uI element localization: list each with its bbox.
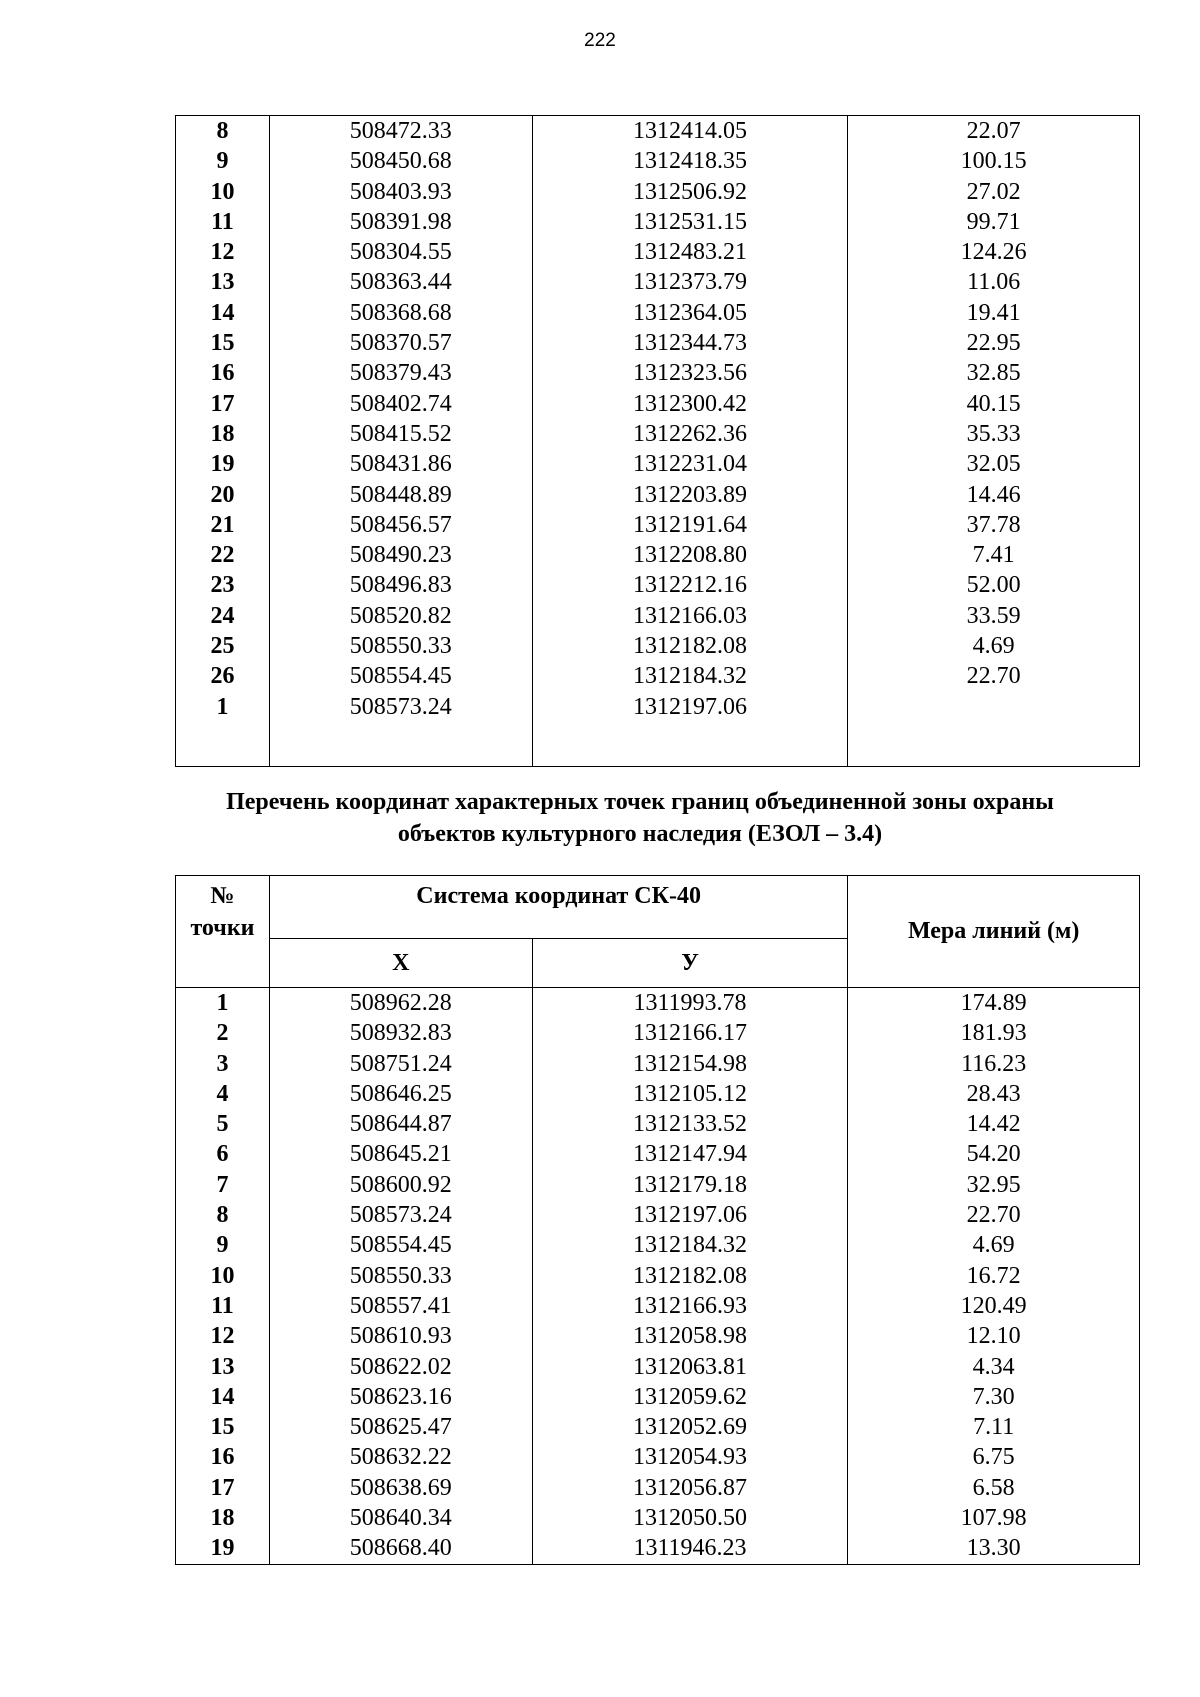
line-length-cell: 124.26 (848, 237, 1140, 267)
x-coordinate-cell: 508932.83 (269, 1018, 532, 1048)
y-coordinate-cell: 1312166.17 (532, 1018, 848, 1048)
x-coordinate-cell: 508638.69 (269, 1473, 532, 1503)
y-coordinate-cell: 1312197.06 (532, 692, 848, 722)
point-number-cell: 26 (176, 661, 270, 691)
x-coordinate-cell: 508668.40 (269, 1533, 532, 1564)
x-coordinate-cell: 508304.55 (269, 237, 532, 267)
line-length-cell: 16.72 (848, 1261, 1140, 1291)
table-row (176, 146, 1140, 176)
line-length-cell: 7.41 (848, 540, 1140, 570)
table-row (176, 1230, 1140, 1260)
table-row (176, 540, 1140, 570)
point-number-cell: 14 (176, 1382, 270, 1412)
line-length-cell: 11.06 (848, 267, 1140, 297)
line-length-cell: 54.20 (848, 1139, 1140, 1169)
header-line-length: Мера линий (м) (848, 876, 1140, 988)
table-row (176, 631, 1140, 661)
table-caption-line1: Перечень координат характерных точек границ объединенной зоны охраны (226, 789, 1054, 815)
page-number: 222 (584, 30, 616, 51)
y-coordinate-cell: 1312182.08 (532, 1261, 848, 1291)
line-length-cell: 6.58 (848, 1473, 1140, 1503)
point-number-cell: 2 (176, 1018, 270, 1048)
coordinates-table-continued (175, 115, 1140, 767)
point-number-cell: 17 (176, 1473, 270, 1503)
point-number-cell: 11 (176, 207, 270, 237)
line-length-cell: 22.95 (848, 328, 1140, 358)
line-length-cell: 52.00 (848, 570, 1140, 600)
y-coordinate-cell: 1312058.98 (532, 1321, 848, 1351)
line-length-cell: 120.49 (848, 1291, 1140, 1321)
x-coordinate-cell: 508554.45 (269, 1230, 532, 1260)
table-row (176, 510, 1140, 540)
header-point-number-line2: точки (190, 915, 255, 941)
table-row (176, 177, 1140, 207)
x-coordinate-cell: 508456.57 (269, 510, 532, 540)
y-coordinate-cell: 1312054.93 (532, 1442, 848, 1472)
y-coordinate-cell: 1312364.05 (532, 298, 848, 328)
line-length-cell: 4.69 (848, 1230, 1140, 1260)
line-length-cell: 32.85 (848, 358, 1140, 388)
point-number-cell: 10 (176, 1261, 270, 1291)
point-number-cell: 15 (176, 1412, 270, 1442)
x-coordinate-cell: 508640.34 (269, 1503, 532, 1533)
line-length-cell: 13.30 (848, 1533, 1140, 1564)
line-length-cell: 22.70 (848, 1200, 1140, 1230)
table-row (176, 1049, 1140, 1079)
table-row (176, 237, 1140, 267)
table-row (176, 1442, 1140, 1472)
y-coordinate-cell: 1312154.98 (532, 1049, 848, 1079)
table-row (176, 389, 1140, 419)
x-coordinate-cell: 508632.22 (269, 1442, 532, 1472)
y-coordinate-cell: 1312133.52 (532, 1109, 848, 1139)
x-coordinate-cell: 508415.52 (269, 419, 532, 449)
y-coordinate-cell: 1312166.03 (532, 601, 848, 631)
point-number-cell: 25 (176, 631, 270, 661)
point-number-cell: 15 (176, 328, 270, 358)
coordinates-table-ezol-body (176, 988, 1140, 1565)
point-number-cell: 9 (176, 1230, 270, 1260)
line-length-cell: 40.15 (848, 389, 1140, 419)
x-coordinate-cell: 508379.43 (269, 358, 532, 388)
table-row (176, 1291, 1140, 1321)
line-length-cell: 28.43 (848, 1079, 1140, 1109)
y-coordinate-cell: 1312414.05 (532, 116, 848, 147)
table-row (176, 298, 1140, 328)
x-coordinate-cell: 508403.93 (269, 177, 532, 207)
x-coordinate-cell: 508646.25 (269, 1079, 532, 1109)
header-point-number-line1: № (210, 883, 235, 909)
point-number-cell: 6 (176, 1139, 270, 1169)
table-row (176, 1079, 1140, 1109)
x-coordinate-cell: 508370.57 (269, 328, 532, 358)
table-row (176, 1261, 1140, 1291)
table-caption (140, 786, 1140, 850)
table-row (176, 1109, 1140, 1139)
point-number-cell: 12 (176, 1321, 270, 1351)
line-length-cell: 22.70 (848, 661, 1140, 691)
y-coordinate-cell: 1312344.73 (532, 328, 848, 358)
header-x: Х (269, 939, 532, 988)
table-row (176, 601, 1140, 631)
x-coordinate-cell: 508573.24 (269, 1200, 532, 1230)
y-coordinate-cell: 1312262.36 (532, 419, 848, 449)
line-length-cell: 4.69 (848, 631, 1140, 661)
x-coordinate-cell: 508520.82 (269, 601, 532, 631)
line-length-cell: 181.93 (848, 1018, 1140, 1048)
point-number-cell: 12 (176, 237, 270, 267)
point-number-cell: 19 (176, 1533, 270, 1564)
point-number-cell: 14 (176, 298, 270, 328)
table-row (176, 570, 1140, 600)
y-coordinate-cell: 1312506.92 (532, 177, 848, 207)
y-coordinate-cell: 1312191.64 (532, 510, 848, 540)
x-coordinate-cell: 508623.16 (269, 1382, 532, 1412)
line-length-cell: 32.95 (848, 1170, 1140, 1200)
coordinates-table-continued-body (176, 116, 1140, 767)
x-coordinate-cell: 508363.44 (269, 267, 532, 297)
table-row (176, 358, 1140, 388)
table-row (176, 116, 1140, 147)
y-coordinate-cell: 1312203.89 (532, 480, 848, 510)
x-coordinate-cell: 508625.47 (269, 1412, 532, 1442)
header-coordinate-system: Система координат СК-40 (269, 876, 847, 939)
line-length-cell: 7.30 (848, 1382, 1140, 1412)
line-length-cell: 100.15 (848, 146, 1140, 176)
table-caption-line2: объектов культурного наследия (ЕЗОЛ – 3.4) (397, 821, 883, 847)
y-coordinate-cell: 1312056.87 (532, 1473, 848, 1503)
table-row (176, 1382, 1140, 1412)
table-row (176, 207, 1140, 237)
line-length-cell: 32.05 (848, 449, 1140, 479)
line-length-cell: 37.78 (848, 510, 1140, 540)
table-row (176, 1200, 1140, 1230)
x-coordinate-cell: 508962.28 (269, 988, 532, 1019)
empty-cell (848, 722, 1140, 767)
x-coordinate-cell: 508448.89 (269, 480, 532, 510)
empty-cell (532, 722, 848, 767)
point-number-cell: 17 (176, 389, 270, 419)
line-length-cell: 107.98 (848, 1503, 1140, 1533)
point-number-cell: 24 (176, 601, 270, 631)
x-coordinate-cell: 508472.33 (269, 116, 532, 147)
x-coordinate-cell: 508554.45 (269, 661, 532, 691)
point-number-cell: 23 (176, 570, 270, 600)
table-row (176, 1018, 1140, 1048)
x-coordinate-cell: 508431.86 (269, 449, 532, 479)
x-coordinate-cell: 508550.33 (269, 631, 532, 661)
point-number-cell: 1 (176, 692, 270, 722)
table-row (176, 419, 1140, 449)
y-coordinate-cell: 1312197.06 (532, 1200, 848, 1230)
line-length-cell (848, 692, 1140, 722)
header-y: У (532, 939, 848, 988)
line-length-cell: 12.10 (848, 1321, 1140, 1351)
x-coordinate-cell: 508496.83 (269, 570, 532, 600)
table-row (176, 449, 1140, 479)
table-row (176, 988, 1140, 1019)
point-number-cell: 22 (176, 540, 270, 570)
point-number-cell: 1 (176, 988, 270, 1019)
y-coordinate-cell: 1312373.79 (532, 267, 848, 297)
x-coordinate-cell: 508751.24 (269, 1049, 532, 1079)
point-number-cell: 11 (176, 1291, 270, 1321)
x-coordinate-cell: 508644.87 (269, 1109, 532, 1139)
table-row (176, 661, 1140, 691)
y-coordinate-cell: 1312208.80 (532, 540, 848, 570)
x-coordinate-cell: 508557.41 (269, 1291, 532, 1321)
empty-cell (269, 722, 532, 767)
line-length-cell: 7.11 (848, 1412, 1140, 1442)
point-number-cell: 18 (176, 419, 270, 449)
empty-cell (176, 722, 270, 767)
table-row (176, 267, 1140, 297)
y-coordinate-cell: 1312212.16 (532, 570, 848, 600)
point-number-cell: 20 (176, 480, 270, 510)
x-coordinate-cell: 508622.02 (269, 1352, 532, 1382)
line-length-cell: 33.59 (848, 601, 1140, 631)
y-coordinate-cell: 1312184.32 (532, 661, 848, 691)
point-number-cell: 3 (176, 1049, 270, 1079)
point-number-cell: 13 (176, 1352, 270, 1382)
table-row (176, 1503, 1140, 1533)
point-number-cell: 16 (176, 1442, 270, 1472)
point-number-cell: 21 (176, 510, 270, 540)
y-coordinate-cell: 1312418.35 (532, 146, 848, 176)
x-coordinate-cell: 508450.68 (269, 146, 532, 176)
point-number-cell: 7 (176, 1170, 270, 1200)
y-coordinate-cell: 1311993.78 (532, 988, 848, 1019)
x-coordinate-cell: 508490.23 (269, 540, 532, 570)
y-coordinate-cell: 1312531.15 (532, 207, 848, 237)
point-number-cell: 8 (176, 1200, 270, 1230)
y-coordinate-cell: 1312050.50 (532, 1503, 848, 1533)
x-coordinate-cell: 508610.93 (269, 1321, 532, 1351)
table-row (176, 1533, 1140, 1564)
y-coordinate-cell: 1312300.42 (532, 389, 848, 419)
point-number-cell: 16 (176, 358, 270, 388)
y-coordinate-cell: 1312166.93 (532, 1291, 848, 1321)
line-length-cell: 22.07 (848, 116, 1140, 147)
y-coordinate-cell: 1312231.04 (532, 449, 848, 479)
line-length-cell: 19.41 (848, 298, 1140, 328)
table-row (176, 692, 1140, 722)
y-coordinate-cell: 1311946.23 (532, 1533, 848, 1564)
y-coordinate-cell: 1312052.69 (532, 1412, 848, 1442)
y-coordinate-cell: 1312184.32 (532, 1230, 848, 1260)
y-coordinate-cell: 1312063.81 (532, 1352, 848, 1382)
y-coordinate-cell: 1312147.94 (532, 1139, 848, 1169)
point-number-cell: 18 (176, 1503, 270, 1533)
point-number-cell: 5 (176, 1109, 270, 1139)
line-length-cell: 174.89 (848, 988, 1140, 1019)
table-row (176, 480, 1140, 510)
x-coordinate-cell: 508645.21 (269, 1139, 532, 1169)
point-number-cell: 8 (176, 116, 270, 147)
y-coordinate-cell: 1312323.56 (532, 358, 848, 388)
line-length-cell: 27.02 (848, 177, 1140, 207)
table-row (176, 1352, 1140, 1382)
table-row (176, 328, 1140, 358)
header-point-number (176, 876, 270, 988)
y-coordinate-cell: 1312182.08 (532, 631, 848, 661)
point-number-cell: 13 (176, 267, 270, 297)
table-row (176, 1412, 1140, 1442)
line-length-cell: 116.23 (848, 1049, 1140, 1079)
point-number-cell: 9 (176, 146, 270, 176)
table-row (176, 1170, 1140, 1200)
y-coordinate-cell: 1312179.18 (532, 1170, 848, 1200)
x-coordinate-cell: 508402.74 (269, 389, 532, 419)
line-length-cell: 4.34 (848, 1352, 1140, 1382)
point-number-cell: 19 (176, 449, 270, 479)
table-row (176, 1473, 1140, 1503)
x-coordinate-cell: 508391.98 (269, 207, 532, 237)
x-coordinate-cell: 508600.92 (269, 1170, 532, 1200)
line-length-cell: 99.71 (848, 207, 1140, 237)
line-length-cell: 14.42 (848, 1109, 1140, 1139)
table-spacer-row (176, 722, 1140, 767)
coordinates-table-ezol (175, 875, 1140, 1565)
table-row (176, 1321, 1140, 1351)
line-length-cell: 14.46 (848, 480, 1140, 510)
x-coordinate-cell: 508573.24 (269, 692, 532, 722)
line-length-cell: 35.33 (848, 419, 1140, 449)
coordinates-table-header (176, 876, 1140, 988)
line-length-cell: 6.75 (848, 1442, 1140, 1472)
point-number-cell: 10 (176, 177, 270, 207)
point-number-cell: 4 (176, 1079, 270, 1109)
y-coordinate-cell: 1312059.62 (532, 1382, 848, 1412)
x-coordinate-cell: 508368.68 (269, 298, 532, 328)
table-row (176, 1139, 1140, 1169)
y-coordinate-cell: 1312105.12 (532, 1079, 848, 1109)
x-coordinate-cell: 508550.33 (269, 1261, 532, 1291)
y-coordinate-cell: 1312483.21 (532, 237, 848, 267)
